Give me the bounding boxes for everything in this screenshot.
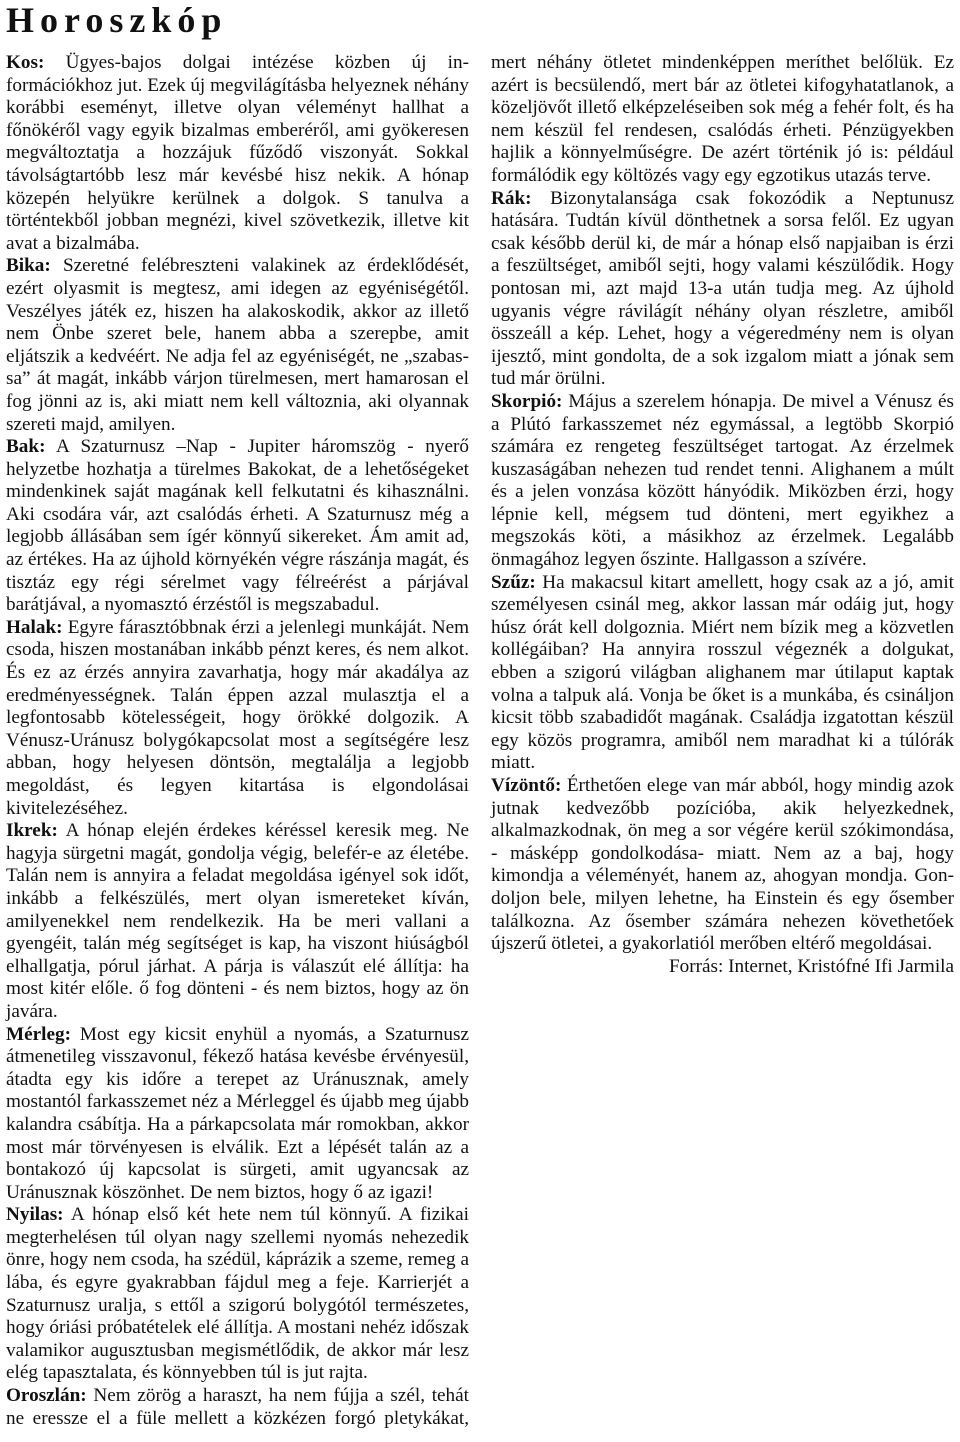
sign-name: Ikrek: [6, 820, 58, 842]
entry-text: Ügyes-bajos dolgai intézése közben új információkhoz jut. Ezek új megvilágításba helyeznek néhány korábbi eseményt, illetve olyan véleményt hallhat a főnökéről vagy egyik bizalmas emberéről, ami gyökeresen megváltoztatja a hozzájuk fűződő viszonyát. Sokkal távolságtartóbb lesz már kevésbé hisz nekik. A hónap közepén helyükre kerülnek a dolgok. S tanulva a történtekből jobban megnézi, kivel szövetkezik, illetve kit avat a bizalmába. [6, 52, 469, 254]
entry-nyilas [6, 1204, 469, 1385]
horoscope-columns [6, 52, 954, 1438]
entry-text: A hónap első két hete nem túl könnyű. A fizikai megterhelésen túl olyan nagy szellemi nyomás nehezedik önre, hogy nem csoda, ha szédül, káprázik a szeme, remeg a lába, és egyre gyakrabban fájdul meg a feje. Karrierjét a Szaturnusz uralja, s ettől a szigorú bolygótól természetes, hogy óriási próbatételek elé állítja. A mostani nehéz időszak valamikor augusztusban megismétlődik, de akkor már lesz elég tapasztalata, és könnyebben túl is jut rajta. [6, 1204, 469, 1384]
sign-name: Szűz: [491, 571, 536, 593]
sign-name: Bak: [6, 436, 46, 458]
entry-text: Május a szerelem hónapja. De mivel a Vénusz és a Plútó farkasszemet néz egymással, a legtöbb Skorpió számára ez rengeteg feszültséget tartogat. Az érzelmek kuszaságában nehezen tud rendet tenni. Alighanem a múlt és a jelen vonzása között hányódik. Miközben érzi, hogy lépnie kell, mégsem tud dönteni, mert egyikhez a megszokás köti, a másikhoz az érzelmek. Legalább önmagához legyen őszinte. Hallgasson a szívére. [491, 390, 954, 571]
page-title: Horoszkóp [6, 0, 228, 40]
entry-text: Egyre fárasztóbbnak érzi a jelenlegi munkáját. Nem csoda, hiszen mostanában inkább pénzt keres, és nem alkot. És ez az érzés annyira zavarhatja, hogy már akadálya az eredményességnek. Talán éppen azzal mulasztja el a legfontosabb kötelességeit, hogy örökké dolgozik. A Vénusz-Uránusz bolygókapcsolat most a segítségére lesz abban, hogy helyesen döntsön, megtalálja a legjobb megoldást, és legyen kitartása is elgondolásai kivitelezéséhez. [6, 616, 470, 819]
entry-merleg [6, 1024, 469, 1205]
sign-name: Mérleg: [6, 1023, 71, 1045]
sign-name: Vízöntő: [491, 775, 562, 796]
sign-name: Skorpió: [491, 390, 563, 412]
entry-halak [6, 617, 469, 820]
entry-szuz [491, 572, 954, 775]
source-credit: Forrás: Internet, Kristófné Ifi Jarmila [668, 955, 954, 977]
sign-name: Nyilas: [6, 1204, 64, 1226]
entry-text: Nem zörög a haraszt, ha nem fújja a szél, tehát ne eressze el a füle mellett a közkézen forgó pletykákat, mert néhány ötletet mindenképpen meríthet belőlük. Ez azért is becsülendő, mert bár az ötletei kifogyhatatlanok, a közeljövőt illető elképzeléseiben sok még a fehér folt, és ha nem készül fel rendesen, csalódás érheti. Pénzügyekben hajlik a könnyelműségre. De azért történik jó is: például formálódik egy költözés vagy egy egzotikus utazás terve. [6, 52, 954, 1429]
entry-text: Érthetően elege van már abból, hogy mindig azok jutnak kedvezőbb pozícióba, akik helyezkednek, alkalmazkodnak, ön meg a sor végére kerül szókimondása, - másképp gondolkodása- miatt. Nem az a baj, hogy kimondja a véleményét, hanem az, ahogyan mondja. Gondoljon bele, milyen lehetne, ha Einstein és egy ősember találkozna. Az ősember számára nehezen követhetőek újszerű ötletei, a gyakorlatiól merőben eltérő megoldásai. [491, 775, 955, 955]
sign-name: Bika: [6, 255, 51, 277]
entry-bika [6, 255, 469, 436]
sign-name: Kos: [6, 52, 45, 73]
entry-kos [6, 52, 469, 255]
entry-text: A Szaturnusz –Nap - Jupiter háromszög - nyerő helyzetbe hozhatja a türelmes Bakokat, de a lehetőségeket mindenkinek saját magának kell felkutatni és kihasználni. Aki csodára vár, azt csalódás érheti. A Szaturnusz még a legjobb állásában sem ígér könnyű sikereket. Ám amit ad, az értékes. Ha az újhold környékén végre rászánja magát, és tisztáz egy régi sérelmet vagy félreérést a párjával barátjával, a nyomasztó érzéstől is megszabadul. [6, 436, 469, 616]
entry-text: Szeretné felébreszteni valakinek az érdeklődését, ezért olyasmit is megtesz, ami idegen az egyéniségétől. Veszélyes játék ez, hiszen ha alakoskodik, akkor az illető nem Önbe szeret bele, hanem abba a szerepbe, amit eljátszik a kedvéért. Ne adja fel az egyéniségét, ne „szabassa” át magát, inkább várjon türelmesen, mert hamarosan el fog jönni az is, aki miatt nem kell változnia, aki olyannak szereti majd, amilyen. [6, 255, 469, 435]
entry-text: Bizonytalansága csak fokozódik a Neptunusz hatására. Tudtán kívül dönthetnek a sorsa felől. Ez ugyan csak később derül ki, de már a hónap első napjaiban is érzi a feszültséget, amiből sejti, hogy valami készülődik. Hogy pontosan mi, azt majd 13-a után tudja meg. Az újhold ugyanis végre rávilágít néhány olyan részletre, amiből összeáll a kép. Lehet, hogy a végeredmény nem is olyan ijesztő, mint gondolta, de a sok izgalom miatt a jónak sem tud már örülni. [491, 187, 954, 390]
entry-text: A hónap elején érdekes kéréssel keresik meg. Ne hagyja sürgetni magát, gondolja végig, belefér-e az életébe. Talán nem is annyira a feladat megoldása igényel sok időt, inkább a felkészülés, mert olyan ismereteket kíván, amilyenekkel nem rendelkezik. Ha be meri vallani a gyengéit, talán még segítséget is kap, ha viszont hiúságból elhallgatja, pórul járhat. A párja is válaszút elé állítja: ha most kitér előle. ő fog dönteni - és nem biztos, hogy az ön javára. [6, 820, 469, 1022]
entry-bak [6, 436, 469, 617]
entry-text: Most egy kicsit enyhül a nyomás, a Szaturnusz átmenetileg visszavonul, fékező hatása kevésbe érvényesül, átadta egy kis időre a terepet az Uránusznak, amely mostantól farkasszemet néz a Mérleggel és újabb meg újabb kalandra csábítja. Ha a párkapcsolata már romokban, akkor most már törvényesen is elválik. Ezt a lépését talán az a bontakozó új kapcsolat is sürgeti, amit ugyancsak az Uránusznak köszönhet. De nem biztos, hogy ő az igazi! [6, 1023, 470, 1203]
entry-text: Ha makacsul kitart amellett, hogy csak az a jó, amit személyesen csinál meg, akkor lassan már odáig jut, hogy húsz órát kell dolgoznia. Miért nem bízik meg a közvetlen kollégáiban? Ha annyira rosszul végeznék a dolgukat, ebben a szigorú világban alighanem mar útilaput kaptak volna a talpuk alá. Vonja be őket is a munkába, és csináljon kicsit több szabadidőt magának. Családja izgatottan készül egy közös programra, amiből nem maradhat ki a túlórák miatt. [491, 571, 955, 774]
sign-name: Rák: [491, 187, 532, 209]
entry-rak [491, 188, 954, 391]
entry-vizonto [491, 775, 954, 956]
sign-name: Halak: [6, 616, 63, 638]
sign-name: Oroszlán: [6, 1385, 87, 1407]
entry-skorpio [491, 391, 954, 572]
entry-ikrek [6, 820, 469, 1023]
